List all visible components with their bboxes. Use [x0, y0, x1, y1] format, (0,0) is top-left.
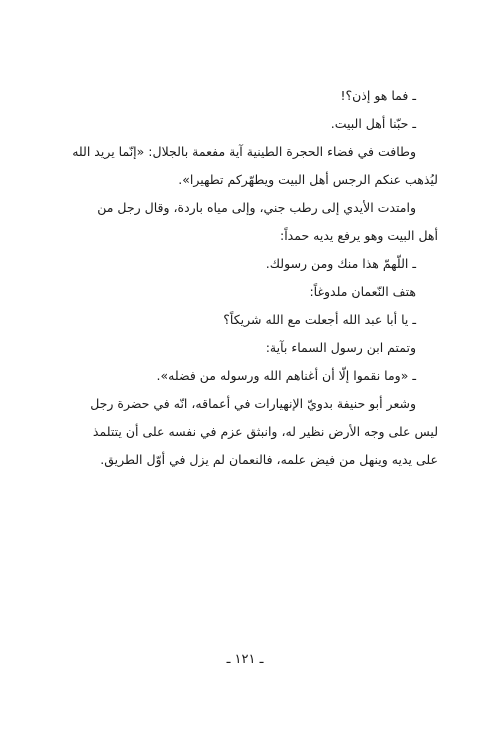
dialogue-line: ـ يا أبا عبد الله أجعلت مع الله شريكاً؟ [223, 312, 416, 327]
dialogue-line: ـ فما هو إذن؟! [340, 88, 416, 103]
paragraph-line: هتف النّعمان ملدوغاً: [309, 284, 416, 299]
dialogue-line: ـ حبّنا أهل البيت. [330, 116, 416, 131]
paragraph-line: وطافت في فضاء الحجرة الطينية آية مفعمة بالجلال: «إنّما يريد الله [72, 144, 416, 159]
paragraph-line: ليس على وجه الأرض نظير له، وانبثق عزم في نفسه على أن يتتلمذ [92, 424, 438, 439]
paragraph-line: على يديه وينهل من فيض علمه، فالنعمان لم يزل في أوّل الطريق. [100, 452, 438, 467]
paragraph-line: ليُذهب عنكم الرجس أهل البيت ويطهّركم تطهيرا». [178, 172, 438, 187]
paragraph-line: وامتدت الأيدي إلى رطب جني، وإلى مياه باردة، وقال رجل من [97, 200, 416, 215]
paragraph-line: وتمتم ابن رسول السماء بآية: [265, 340, 416, 355]
dialogue-line: ـ «وما نقموا إلّا أن أغناهم الله ورسوله من فضله». [156, 368, 416, 383]
dialogue-line: ـ اللّهمّ هذا منك ومن رسولك. [265, 256, 416, 271]
paragraph-line: وشعر أبو حنيفة بدويّ الإنهيارات في أعماقه، انّه في حضرة رجل [90, 396, 416, 411]
paragraph-line: أهل البيت وهو يرفع يديه حمداً: [279, 228, 438, 243]
body-text [60, 82, 438, 474]
page-number: ـ ١٢١ ـ [226, 652, 264, 667]
